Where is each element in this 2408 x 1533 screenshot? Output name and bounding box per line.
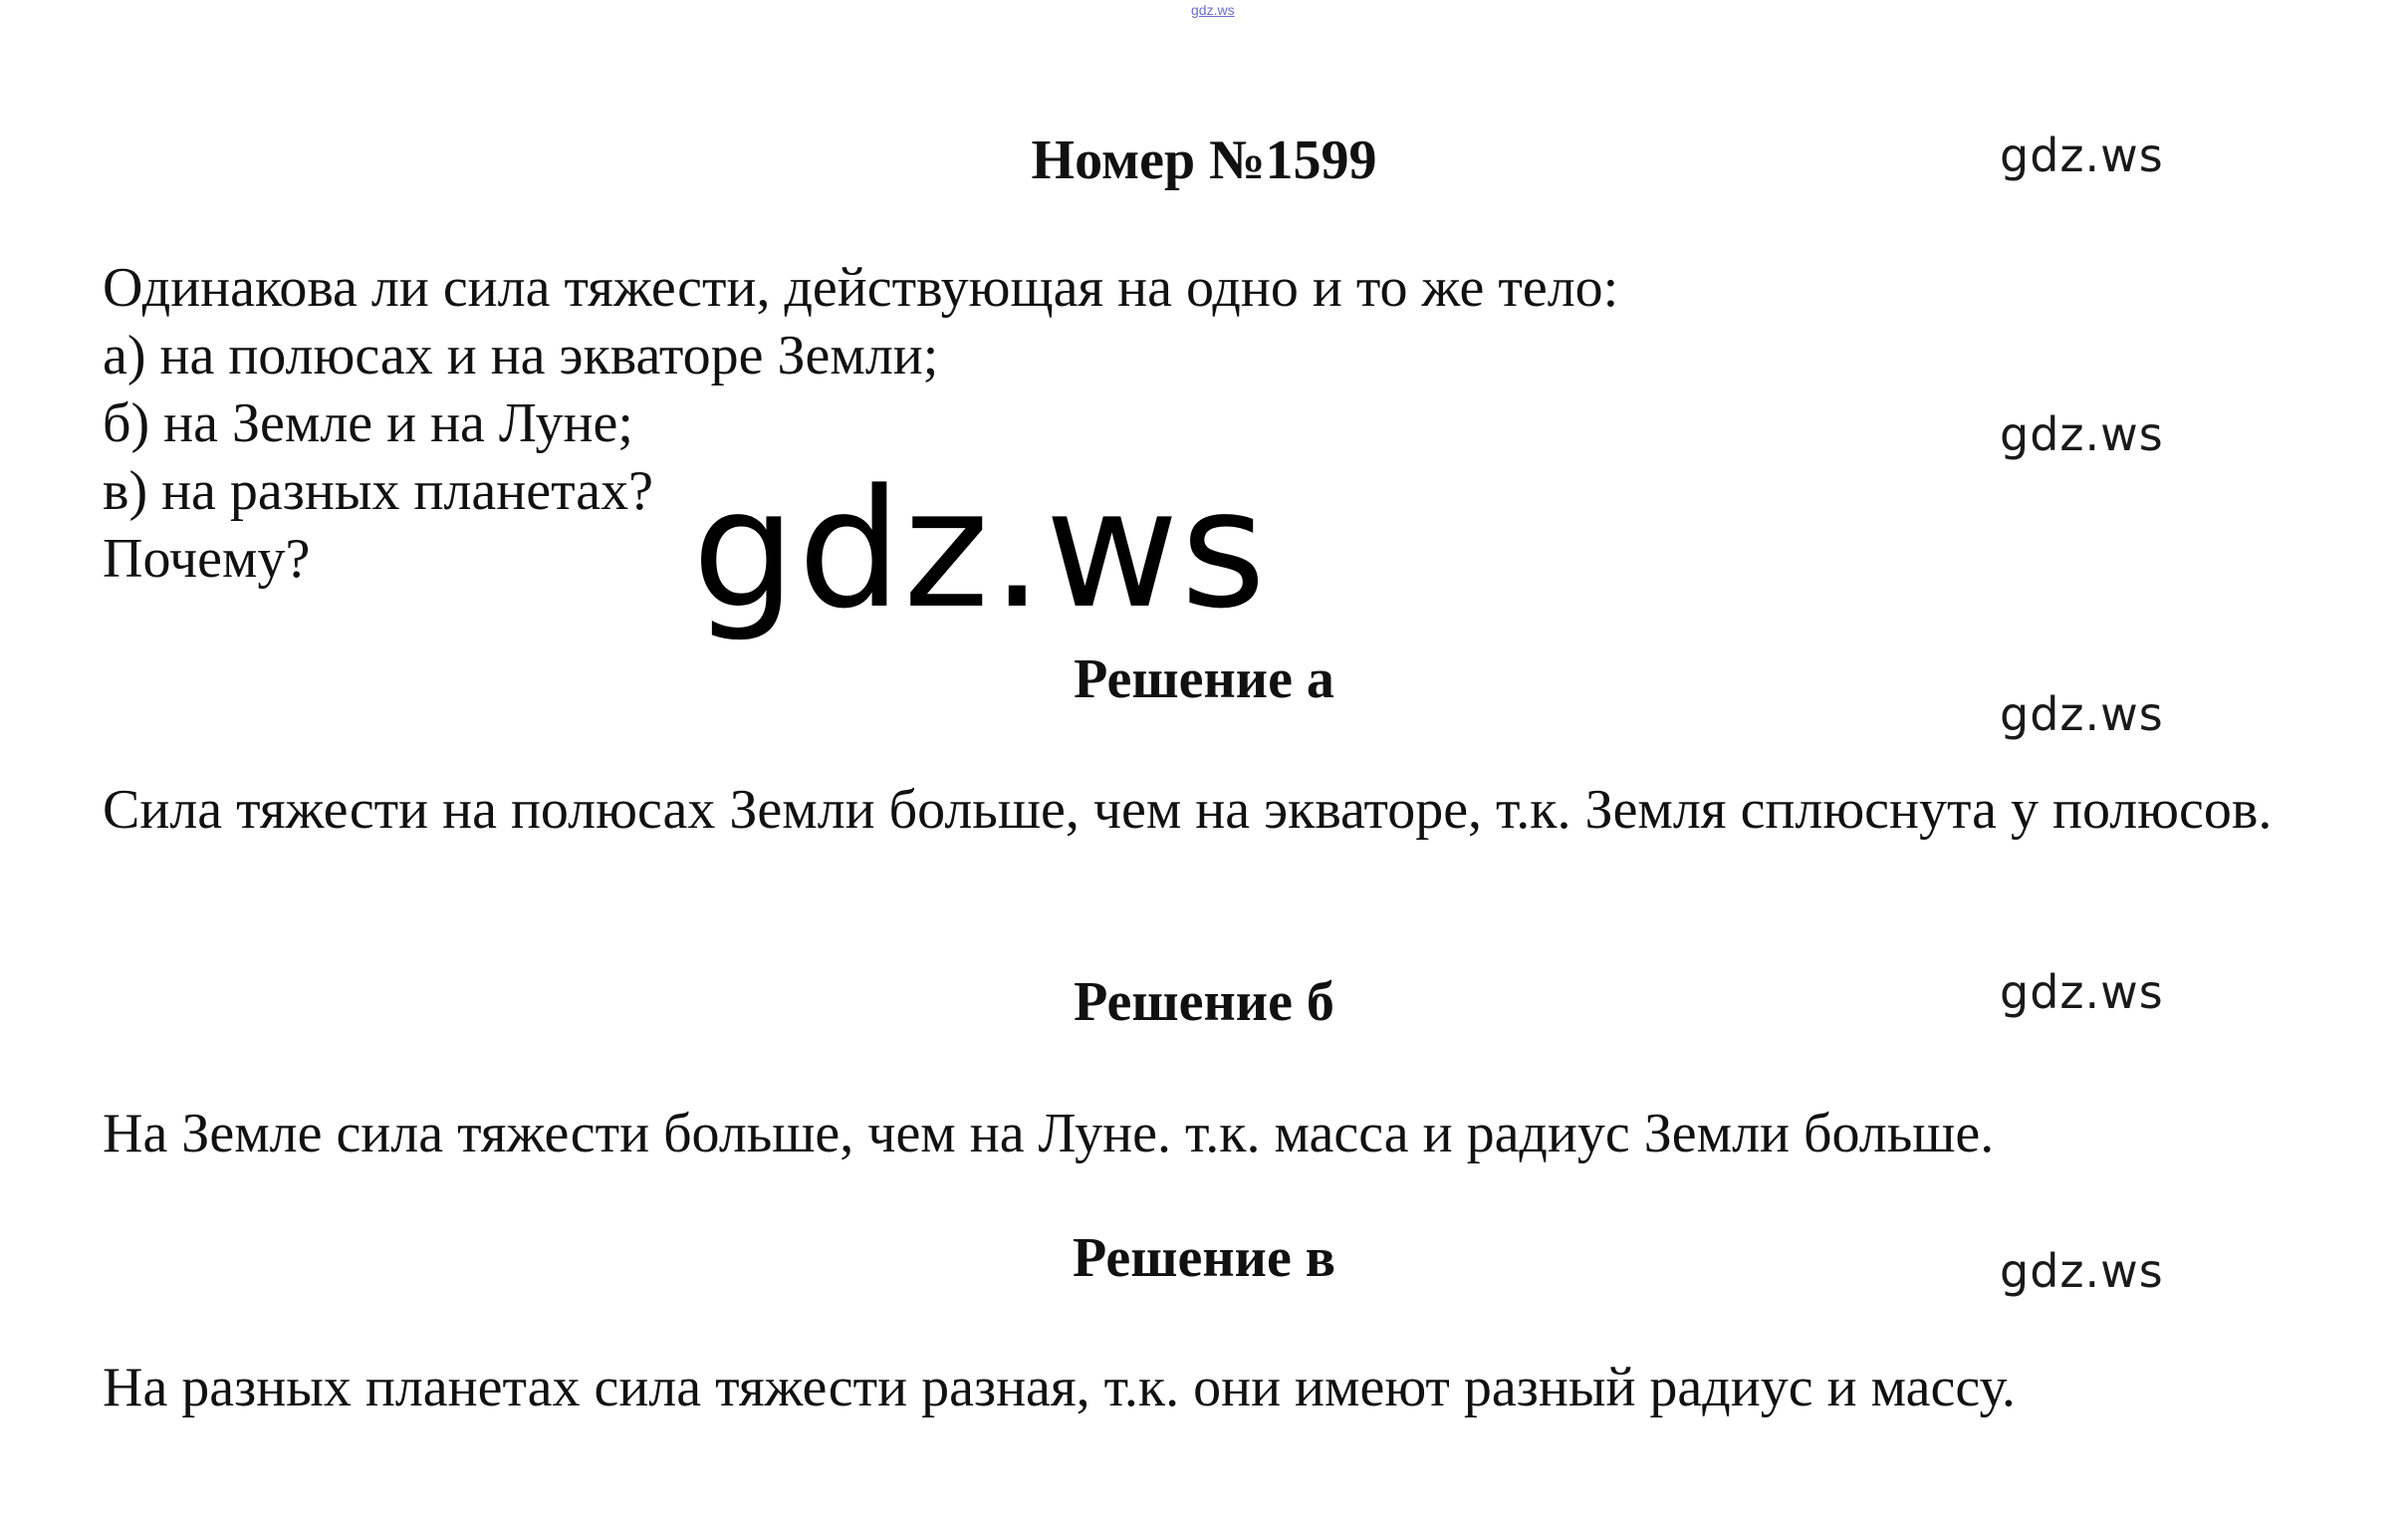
- solution-c-heading: Решение в: [1072, 1227, 1336, 1289]
- solution-c-text: На разных планетах сила тяжести разная, т.к. они имеют разный радиус и массу.: [103, 1357, 2016, 1418]
- top-watermark-link[interactable]: gdz.ws: [1191, 2, 1235, 18]
- task-option-b: б) на Земле и на Луне;: [103, 392, 633, 454]
- large-watermark: gdz.ws: [692, 454, 1268, 644]
- solution-b-text: На Земле сила тяжести больше, чем на Луне. т.к. масса и радиус Земли больше.: [103, 1103, 1995, 1164]
- side-watermark: gdz.ws: [2000, 407, 2164, 461]
- page-title: Номер №1599: [1031, 129, 1377, 191]
- solution-a-heading: Решение а: [1074, 648, 1334, 710]
- task-option-a: а) на полюсах и на экваторе Земли;: [103, 325, 939, 386]
- task-option-c: в) на разных планетах?: [103, 460, 653, 522]
- task-why-line: Почему?: [103, 528, 311, 590]
- side-watermark: gdz.ws: [2000, 687, 2164, 741]
- side-watermark: gdz.ws: [2000, 965, 2164, 1019]
- solution-a-text: Сила тяжести на полюсах Земли больше, чем на экваторе, т.к. Земля сплюснута у полюсов.: [103, 779, 2273, 841]
- side-watermark: gdz.ws: [2000, 1244, 2164, 1298]
- task-question-line: Одинакова ли сила тяжести, действующая на одно и то же тело:: [103, 257, 1619, 319]
- side-watermark: gdz.ws: [2000, 128, 2164, 182]
- solution-b-heading: Решение б: [1074, 971, 1334, 1033]
